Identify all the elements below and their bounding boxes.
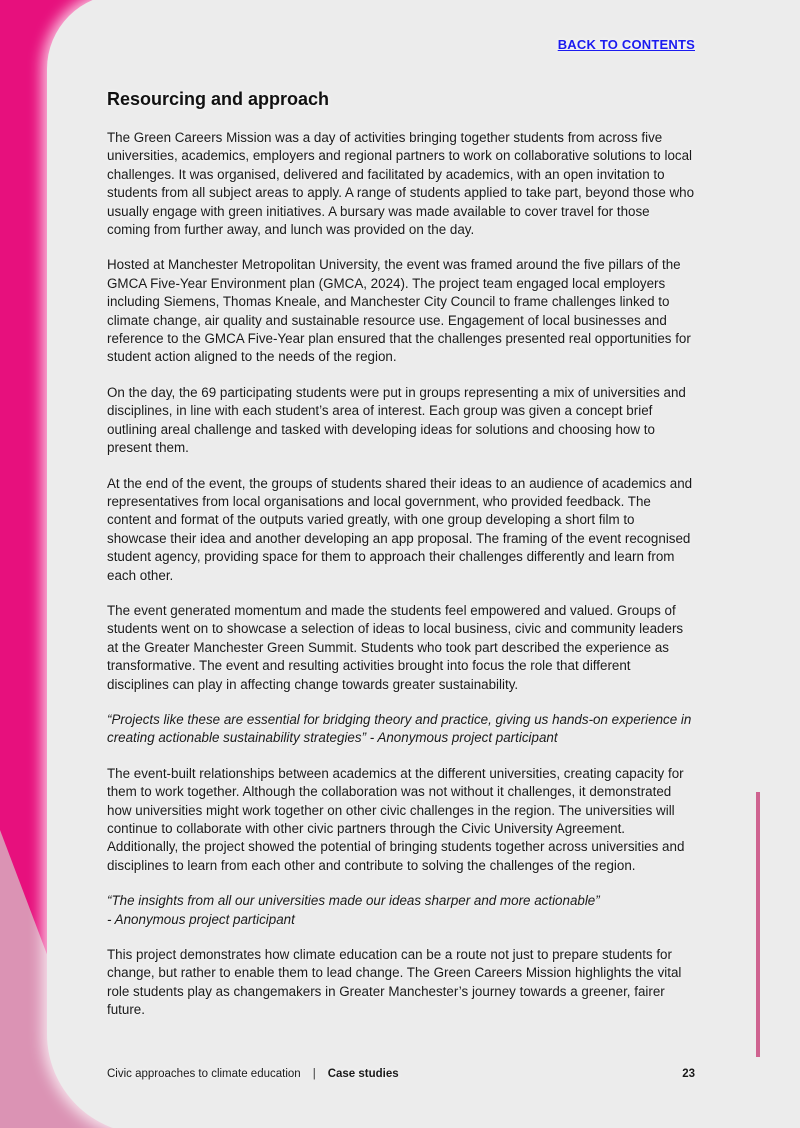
- page-title: Resourcing and approach: [107, 89, 330, 109]
- page-footer: [107, 1067, 695, 1081]
- footer-doc-title: Civic approaches to climate education: [107, 1067, 301, 1080]
- footer-section: Case studies: [327, 1067, 399, 1080]
- footer-separator: |: [312, 1067, 316, 1080]
- back-link-row: [107, 37, 695, 53]
- paragraph: The Green Careers Mission was a day of activities bringing together students from across five universities, academics, employers and regional partners to work on collaborative solutions to local challenges. It was organised, delivered and facilitated by academics, with an open invitation to students from all subject areas to apply. A range of students applied to take part, beyond those who usually engage with green initiatives. A bursary was made available to cover travel for those coming from further away, and lunch was provided on the day.: [107, 130, 695, 238]
- vertical-accent-rule: [756, 792, 760, 1057]
- paragraph: At the end of the event, the groups of students shared their ideas to an audience of academics and representatives from local organisations and local government, who provided feedback. The content and format of the outputs varied greatly, with one group developing a short film to showcase their idea and another developing an app proposal. The framing of the event recognised student agency, providing space for them to approach their challenges differently and learn from each other.: [107, 475, 693, 583]
- page-content: [107, 0, 695, 1081]
- paragraph: This project demonstrates how climate education can be a route not just to prepare students for change, but rather to enable them to lead change. The Green Careers Mission highlights the vital role students play as changemakers in Greater Manchester’s journey towards a greener, fairer future.: [107, 947, 682, 1018]
- pull-quote: [107, 892, 695, 929]
- paragraph: On the day, the 69 participating students were put in groups representing a mix of universities and disciplines, in line with each student’s area of interest. Each group was given a concept brief outlining areal challenge and tasked with developing ideas for solutions and choosing how to present them.: [107, 384, 686, 456]
- page-number: 23: [682, 1067, 695, 1080]
- paragraph: The event generated momentum and made the students feel empowered and valued. Groups of students went on to showcase a selection of ideas to local business, civic and community leaders at the Greater Manchester Green Summit. Students who took part described the experience as transformative. The event and resulting activities brought into focus the role that different disciplines can play in affecting change towards greater sustainability.: [107, 602, 684, 692]
- back-to-contents-link[interactable]: BACK TO CONTENTS: [557, 37, 695, 52]
- paragraph: The event-built relationships between academics at the different universities, creating capacity for them to work together. Although the collaboration was not without it challenges, it demonstrated how universities might work together on other civic challenges in the region. The universities will continue to collaborate with other civic partners through the Civic University Agreement. Additionally, the project showed the potential of bringing students together across universities and disciplines to learn from each other and contribute to solving the challenges of the region.: [107, 765, 685, 873]
- pull-quote: [107, 711, 695, 748]
- quote-attribution: - Anonymous project participant: [107, 911, 295, 927]
- quote-text: “The insights from all our universities made our ideas sharper and more actionable”: [107, 893, 600, 909]
- footer-left: [107, 1067, 399, 1081]
- quote-text: “Projects like these are essential for bridging theory and practice, giving us hands-on experience in creating actionable sustainability strategies” - Anonymous project participant: [107, 711, 692, 746]
- paragraph: Hosted at Manchester Metropolitan University, the event was framed around the five pillars of the GMCA Five-Year Environment plan (GMCA, 2024). The project team engaged local employers including Siemens, Thomas Kneale, and Manchester City Council to frame challenges linked to climate change, air quality and sustainable resource use. Engagement of local businesses and reference to the GMCA Five-Year plan ensured that the challenges presented real opportunities for student action aligned to the needs of the region.: [107, 257, 691, 365]
